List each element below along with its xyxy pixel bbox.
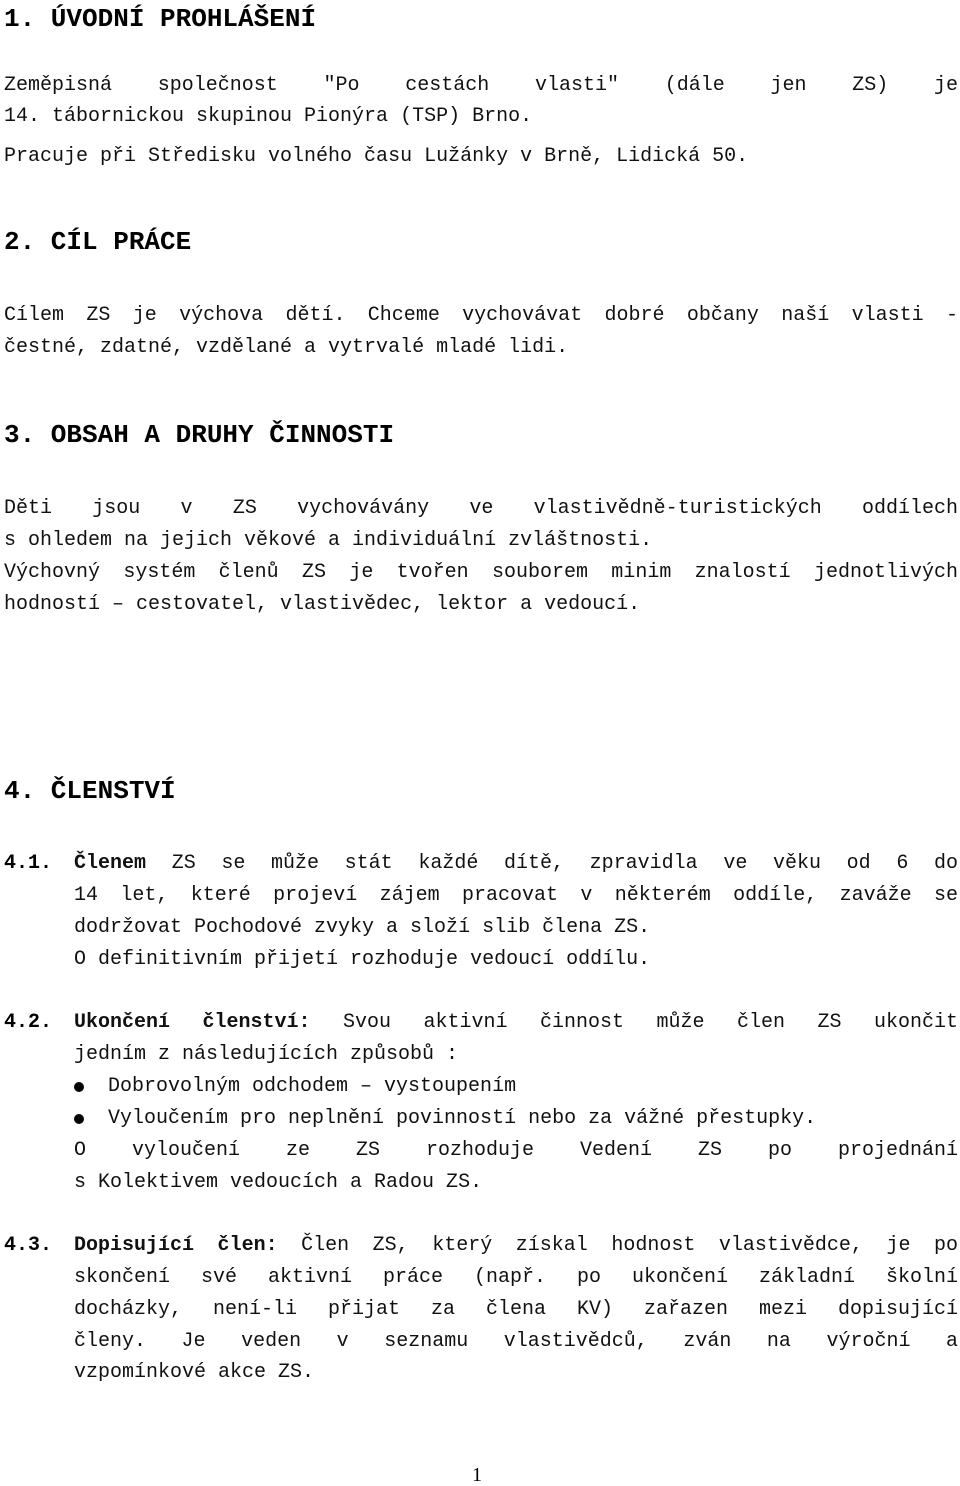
section-4-heading: 4. ČLENSTVÍ	[4, 776, 176, 806]
section-1-heading: 1. ÚVODNÍ PROHLÁŠENÍ	[4, 4, 317, 34]
paragraph-4-1-line-4: O definitivním přijetí rozhoduje vedoucí oddílu.	[74, 948, 651, 971]
section-3-line-1: Děti jsou v ZS vychovávány ve vlastivědně-turistických oddílech	[4, 497, 958, 520]
paragraph-4-3-line-3: docházky, není-li přijat za člena KV) zařazen mezi dopisující	[74, 1298, 958, 1321]
section-3-line-4: hodností – cestovatel, vlastivědec, lektor a vedoucí.	[4, 593, 641, 616]
paragraph-4-1-line-1: Členem ZS se může stát každé dítě, zpravidla ve věku od 6 do	[74, 852, 958, 875]
section-1-line-2: 14. tábornickou skupinou Pionýra (TSP) Brno.	[4, 105, 533, 128]
paragraph-4-2-line-4: s Kolektivem vedoucích a Radou ZS.	[74, 1171, 483, 1194]
section-2-line-2: čestné, zdatné, vzdělané a vytrvalé mladé lidi.	[4, 336, 569, 359]
paragraph-4-3-term: Dopisující člen:	[74, 1234, 278, 1257]
paragraph-4-2-line-2: jedním z následujících způsobů :	[74, 1043, 459, 1066]
paragraph-4-3-line-4: členy. Je veden v seznamu vlastivědců, zván na výroční a	[74, 1330, 958, 1353]
paragraph-4-1-number: 4.1.	[4, 852, 53, 875]
paragraph-4-2-line-1: Ukončení členství: Svou aktivní činnost může člen ZS ukončit	[74, 1011, 958, 1034]
paragraph-4-1-term: Členem	[74, 852, 147, 875]
paragraph-4-3-line-1: Dopisující člen: Člen ZS, který získal hodnost vlastivědce, je po	[74, 1234, 958, 1257]
paragraph-4-2-term: Ukončení členství:	[74, 1011, 311, 1034]
paragraph-4-3-number: 4.3.	[4, 1234, 53, 1257]
page-number: 1	[472, 1464, 482, 1486]
paragraph-4-1-line-3: dodržovat Pochodové zvyky a složí slib člena ZS.	[74, 916, 651, 939]
section-1-line-1: Zeměpisná společnost "Po cestách vlasti" (dále jen ZS) je	[4, 74, 958, 97]
paragraph-4-1-line-2: 14 let, které projeví zájem pracovat v některém oddíle, zaváže se	[74, 884, 958, 907]
section-2-line-1: Cílem ZS je výchova dětí. Chceme vychovávat dobré občany naší vlasti -	[4, 304, 958, 327]
section-3-line-3: Výchovný systém členů ZS je tvořen souborem minim znalostí jednotlivých	[4, 561, 958, 584]
section-3-heading: 3. OBSAH A DRUHY ČINNOSTI	[4, 420, 395, 450]
bullet-icon	[74, 1114, 84, 1124]
bullet-icon	[74, 1082, 84, 1092]
paragraph-4-2-bullet-1: Dobrovolným odchodem – vystoupením	[108, 1075, 517, 1098]
paragraph-4-2-number: 4.2.	[4, 1011, 53, 1034]
section-3-line-2: s ohledem na jejich věkové a individuální zvláštnosti.	[4, 529, 653, 552]
section-1-line-3: Pracuje při Středisku volného času Lužánky v Brně, Lidická 50.	[4, 145, 749, 168]
section-2-heading: 2. CÍL PRÁCE	[4, 227, 192, 257]
paragraph-4-2-line-3: O vyloučení ze ZS rozhoduje Vedení ZS po projednání	[74, 1139, 958, 1162]
paragraph-4-3-line-2: skončení své aktivní práce (např. po ukončení základní školní	[74, 1266, 958, 1289]
paragraph-4-3-line-5: vzpomínkové akce ZS.	[74, 1361, 315, 1384]
paragraph-4-2-bullet-2: Vyloučením pro neplnění povinností nebo za vážné přestupky.	[108, 1107, 817, 1130]
